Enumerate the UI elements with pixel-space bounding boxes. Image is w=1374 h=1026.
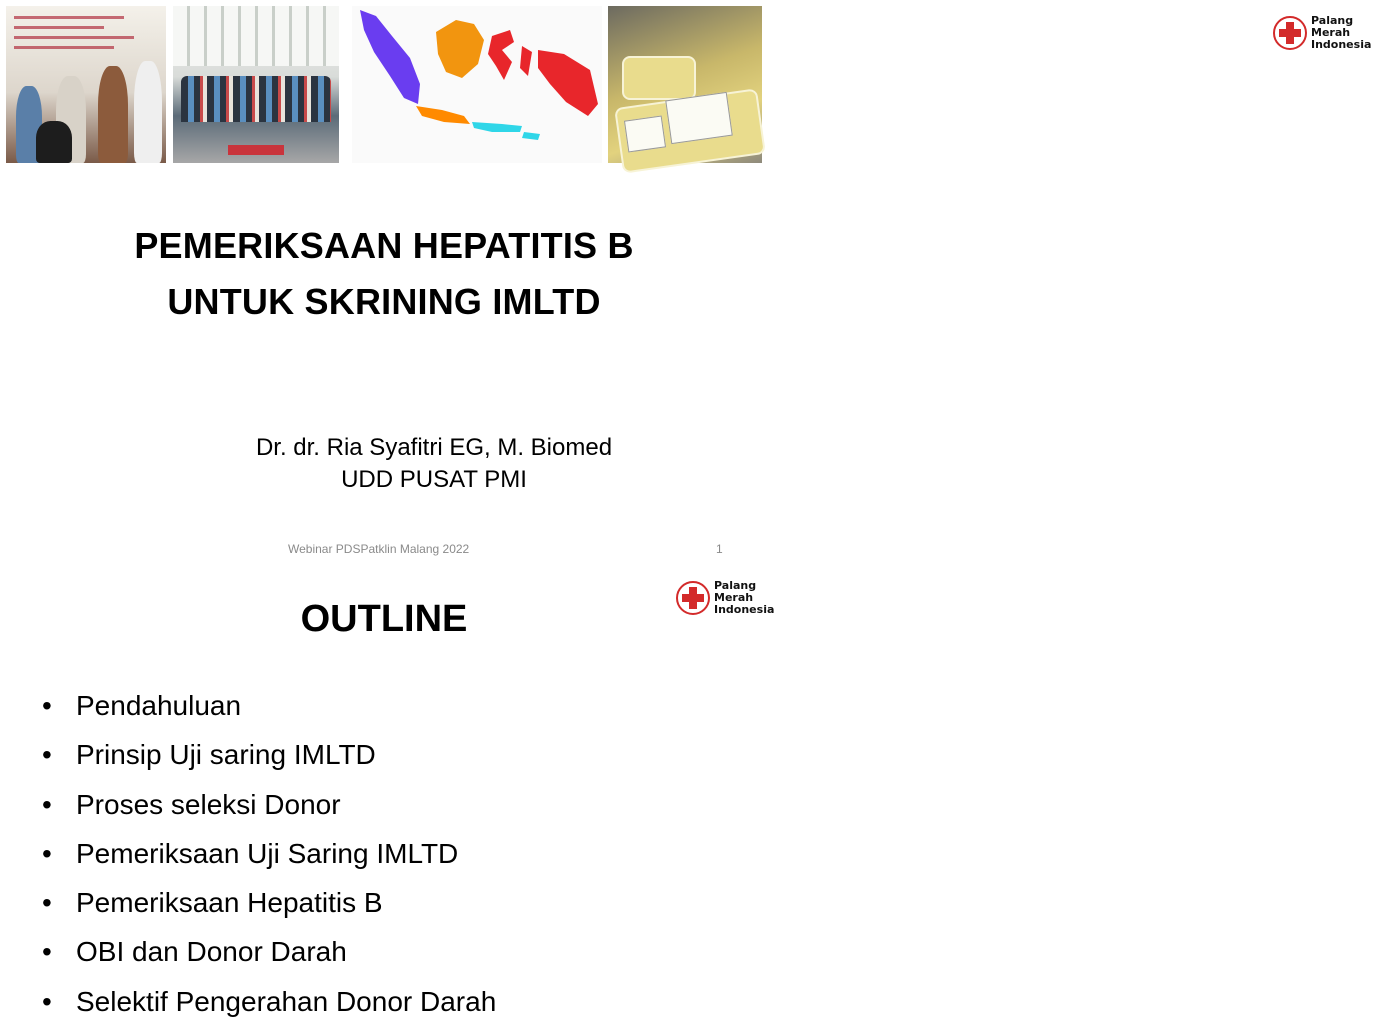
blood-bag: [622, 56, 696, 100]
outline-item: • Pemeriksaan Uji Saring IMLTD: [40, 829, 496, 878]
pmi-logo-text: Palang Merah Indonesia: [1311, 14, 1372, 51]
group-photo: [173, 6, 339, 163]
pmi-logo-text: Palang Merah Indonesia: [714, 579, 775, 616]
page-number: 1: [716, 542, 723, 556]
banner-text-line: [14, 36, 134, 39]
red-cross-icon: [1273, 16, 1307, 50]
map-region-java: [416, 106, 470, 124]
pmi-logo: [1270, 14, 1374, 52]
author-name: Dr. dr. Ria Syafitri EG, M. Biomed: [255, 434, 613, 461]
map-region-kalimantan: [436, 20, 484, 78]
outline-item: • Pendahuluan: [40, 681, 496, 730]
map-region-sumatra: [360, 10, 420, 104]
header-photo-strip: [6, 6, 1372, 163]
blood-bag-label: [624, 116, 666, 153]
banner-text-line: [14, 46, 114, 49]
ceremony-photo: [6, 6, 166, 163]
title-line-1: PEMERIKSAAN HEPATITIS B: [134, 225, 634, 266]
map-region-maluku: [520, 46, 532, 76]
blood-bag-label: [665, 92, 733, 144]
outline-item: • Selektif Pengerahan Donor Darah: [40, 977, 496, 1026]
outline-list: [40, 681, 496, 1026]
person-figure: [98, 66, 128, 163]
map-region-nusa: [472, 122, 522, 132]
blood-bag-photo: [608, 6, 1372, 163]
footer-text: Webinar PDSPatklin Malang 2022: [288, 542, 470, 556]
person-figure: [36, 121, 72, 163]
indonesia-map-svg: [352, 6, 602, 163]
author-organization: UDD PUSAT PMI: [341, 466, 527, 493]
map-region-papua: [538, 50, 598, 116]
indonesia-map: [352, 6, 602, 163]
map-region-nusa-east: [522, 132, 540, 140]
outline-item: • Prinsip Uji saring IMLTD: [40, 730, 496, 779]
person-figure: [134, 61, 162, 163]
outline-item: • Pemeriksaan Hepatitis B: [40, 878, 496, 927]
outline-title: OUTLINE: [300, 598, 468, 640]
outline-slide: [0, 568, 775, 1024]
outline-item: • Proses seleksi Donor: [40, 780, 496, 829]
map-region-sulawesi: [488, 30, 514, 80]
banner-text-line: [14, 16, 124, 19]
red-carpet: [228, 145, 284, 155]
author-block: [100, 432, 768, 496]
palace-columns: [173, 6, 339, 66]
presentation-title: [40, 218, 728, 330]
group-people-row: [181, 76, 331, 122]
title-line-2: UNTUK SKRINING IMLTD: [167, 281, 601, 322]
banner-text-line: [14, 26, 104, 29]
outline-item: • OBI dan Donor Darah: [40, 927, 496, 976]
